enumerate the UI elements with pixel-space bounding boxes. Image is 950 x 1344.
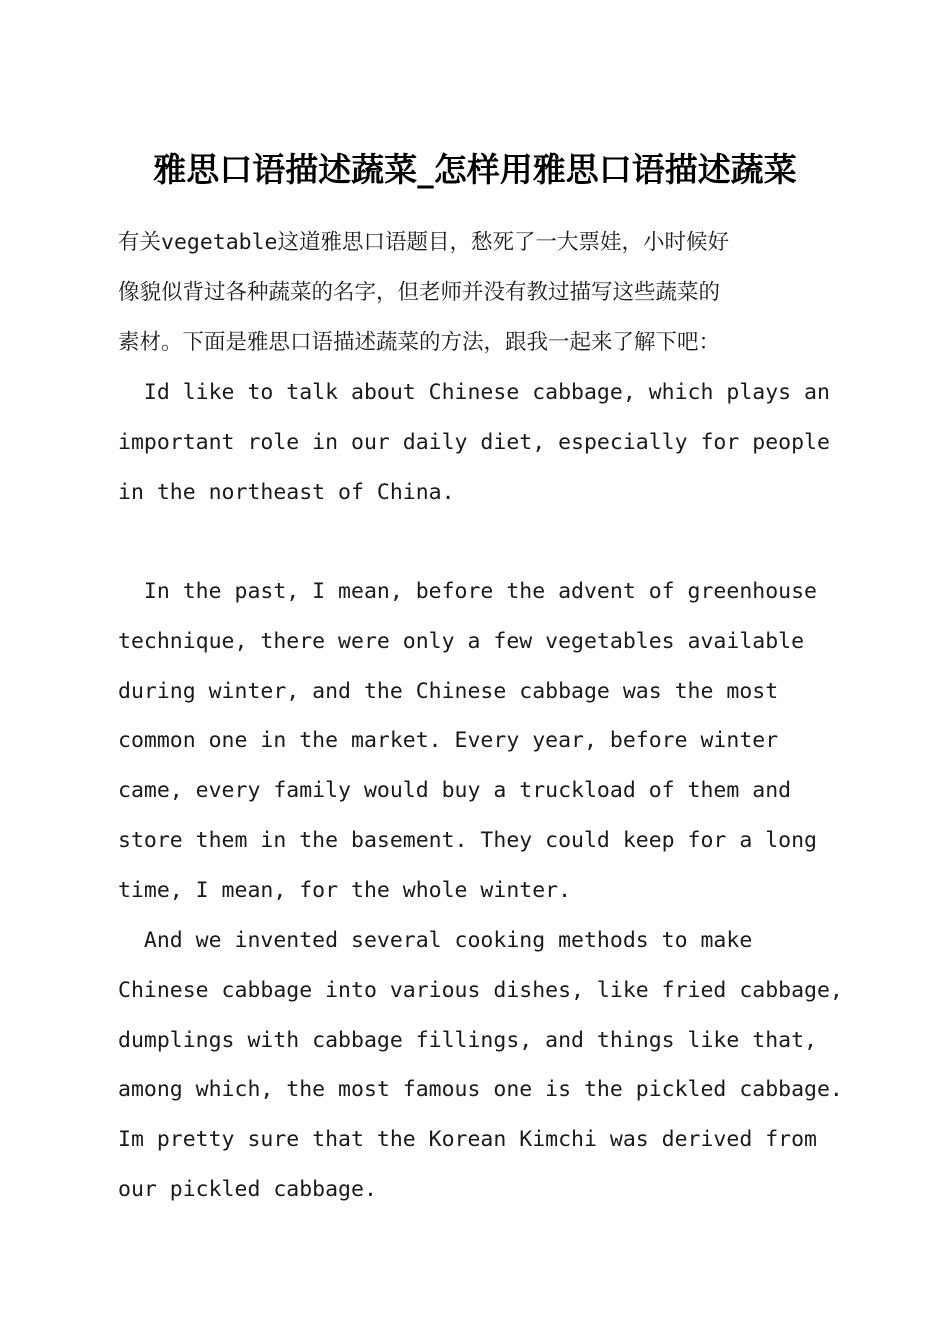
text-line: important role in our daily diet, especially for people bbox=[118, 429, 830, 455]
text-line: 素材。下面是雅思口语描述蔬菜的方法，跟我一起来了解下吧： bbox=[118, 329, 721, 355]
page-title: 雅思口语描述蔬菜_怎样用雅思口语描述蔬菜 bbox=[153, 150, 797, 189]
paragraph-winter-storage bbox=[118, 567, 838, 916]
text-line: common one in the market. Every year, before winter bbox=[118, 728, 779, 754]
text-line: store them in the basement. They could keep for a long bbox=[118, 827, 817, 853]
text-line: And we invented several cooking methods to make bbox=[118, 928, 753, 953]
text-line: In the past, I mean, before the advent of greenhouse bbox=[118, 579, 817, 604]
text-line: Chinese cabbage into various dishes, like fried cabbage, bbox=[118, 977, 843, 1003]
text-line: came, every family would buy a truckload of them and bbox=[118, 778, 792, 804]
paragraph-chinese-cabbage bbox=[118, 368, 838, 517]
text-line: Id like to talk about Chinese cabbage, which plays an bbox=[118, 380, 830, 405]
paragraph-cooking-methods bbox=[118, 916, 843, 1215]
text-line: our pickled cabbage. bbox=[118, 1176, 377, 1202]
text-line: time, I mean, for the whole winter. bbox=[118, 877, 572, 903]
text-line: among which, the most famous one is the pickled cabbage. bbox=[118, 1077, 843, 1103]
text-line: in the northeast of China. bbox=[118, 479, 455, 505]
text-line: technique, there were only a few vegetables available bbox=[118, 628, 805, 654]
text-line: 像貌似背过各种蔬菜的名字，但老师并没有教过描写这些蔬菜的 bbox=[118, 279, 721, 305]
text-line: 有关vegetable这道雅思口语题目，愁死了一大票娃，小时候好 bbox=[118, 230, 729, 255]
text-line: dumplings with cabbage fillings, and things like that, bbox=[118, 1027, 817, 1053]
intro-paragraph bbox=[118, 218, 838, 367]
text-line: Im pretty sure that the Korean Kimchi was derived from bbox=[118, 1127, 817, 1153]
text-line: during winter, and the Chinese cabbage was the most bbox=[118, 678, 779, 704]
